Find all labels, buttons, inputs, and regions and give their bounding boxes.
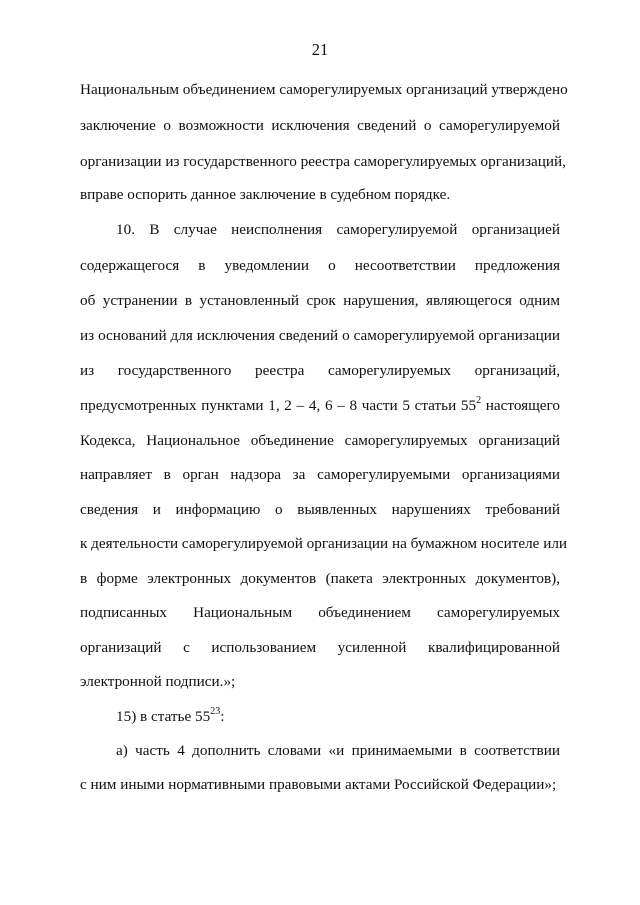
text-line: Кодекса, Национальное объединение саморегулируемых организаций [80, 432, 560, 449]
text-line: заключение о возможности исключения сведений о саморегулируемой [80, 117, 560, 134]
text-line: вправе оспорить данное заключение в судебном порядке. [80, 186, 451, 203]
text-line: к деятельности саморегулируемой организации на бумажном носителе или [80, 535, 568, 552]
paragraph-10-first-line: 10. В случае неисполнения саморегулируемой организацией [116, 221, 560, 238]
text-line: направляет в орган надзора за саморегулируемыми организациями [80, 466, 560, 483]
text-segment: 15) в статье 55 [116, 708, 211, 725]
text-line-with-superscript [80, 396, 560, 416]
superscript: 2 [476, 394, 482, 406]
text-line: сведения и информацию о выявленных нарушениях требований [80, 501, 560, 518]
text-line: содержащегося в уведомлении о несоответствии предложения [80, 257, 560, 274]
text-line: из оснований для исключения сведений о саморегулируемой организации [80, 327, 560, 344]
text-segment: : [220, 708, 225, 725]
superscript: 23 [210, 705, 221, 717]
text-line: организаций с использованием усиленной квалифицированной [80, 639, 560, 656]
subitem-a-first-line: а) часть 4 дополнить словами «и принимаемыми в соответствии [116, 742, 560, 759]
item-15-heading [116, 707, 560, 727]
text-segment: настоящего [481, 397, 560, 414]
text-line: подписанных Национальным объединением саморегулируемых [80, 604, 560, 621]
text-line: организации из государственного реестра саморегулируемых организаций, [80, 153, 566, 170]
text-line: с ним иными нормативными правовыми актами Российской Федерации»; [80, 776, 557, 793]
text-line: об устранении в установленный срок нарушения, являющегося одним [80, 292, 560, 309]
text-line: Национальным объединением саморегулируемых организаций утверждено [80, 81, 568, 98]
text-line: электронной подписи.»; [80, 673, 236, 690]
page-number: 21 [311, 40, 329, 59]
text-line: из государственного реестра саморегулируемых организаций, [80, 362, 560, 379]
text-line: в форме электронных документов (пакета электронных документов), [80, 570, 560, 587]
text-segment: предусмотренных пунктами 1, 2 – 4, 6 – 8 части 5 статьи 55 [80, 397, 477, 414]
